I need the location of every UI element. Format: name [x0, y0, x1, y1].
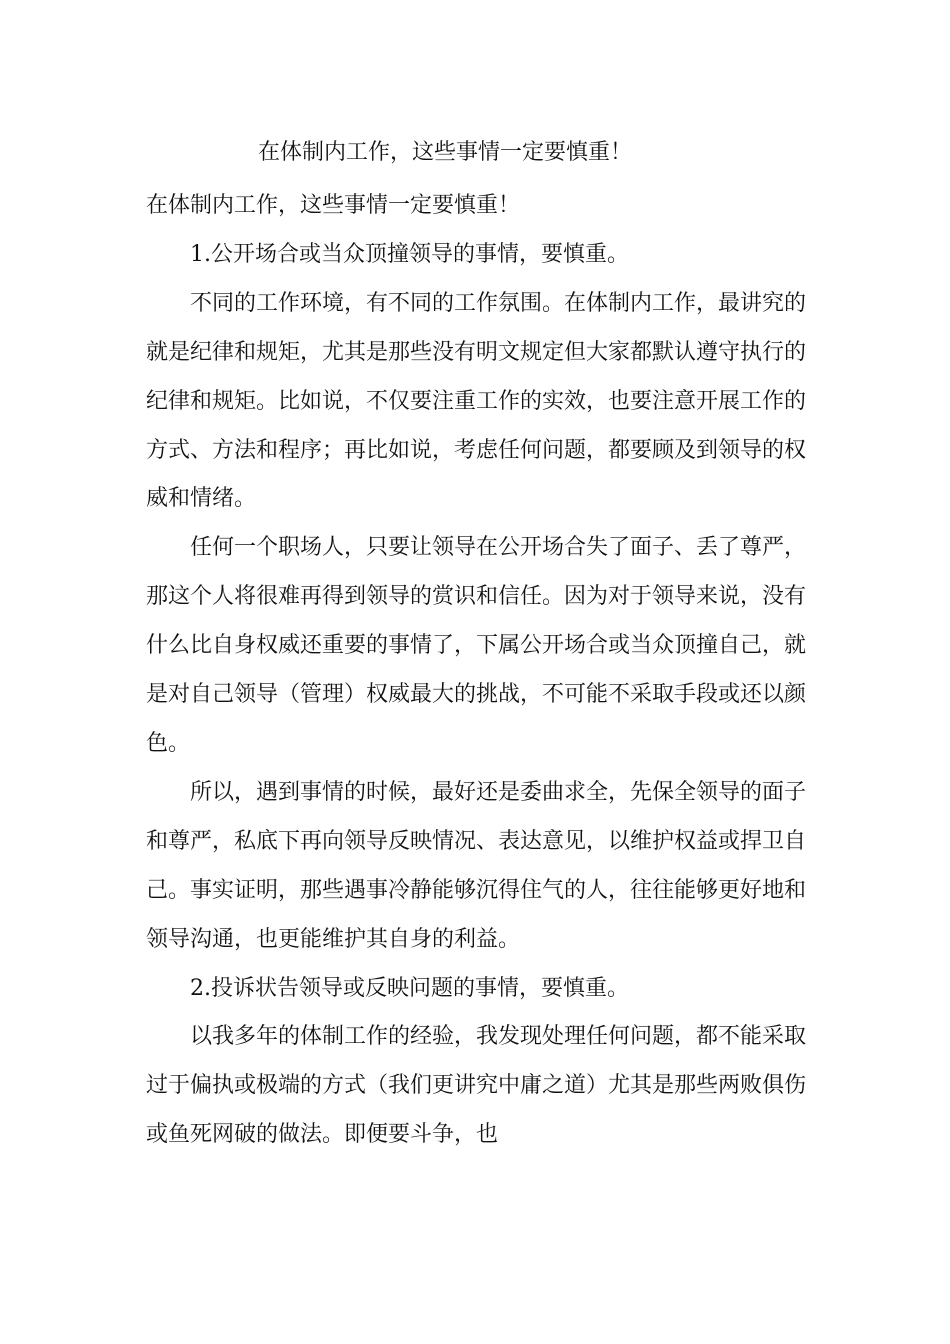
paragraph: 以我多年的体制工作的经验，我发现处理任何问题，都不能采取过于偏执或极端的方式（我们更讲究中庸之道）尤其是那些两败俱伤或鱼死网破的做法。即便要斗争，也 — [146, 1024, 807, 1148]
paragraph: 所以，遇到事情的时候，最好还是委曲求全，先保全领导的面子和尊严，私底下再向领导反映情况、表达意见，以维护权益或捍卫自己。事实证明，那些遇事冷静能够沉得住气的人，往往能够更好地和领导沟通，也更能维护其自身的利益。 — [146, 779, 807, 952]
section-heading-1: 1.公开场合或当众顶撞领导的事情，要慎重。 — [190, 241, 629, 267]
document-body — [146, 182, 806, 1160]
section-heading-2: 2.投诉状告领导或反映问题的事情，要慎重。 — [190, 975, 629, 1001]
document-title: 在体制内工作，这些事情一定要慎重！ — [258, 140, 633, 165]
paragraph: 不同的工作环境，有不同的工作氛围。在体制内工作，最讲究的就是纪律和规矩，尤其是那些没有明文规定但大家都默认遵守执行的纪律和规矩。比如说，不仅要注重工作的实效，也要注意开展工作的方式、方法和程序；再比如说，考虑任何问题，都要顾及到领导的权威和情绪。 — [146, 290, 807, 512]
paragraph: 任何一个职场人，只要让领导在公开场合失了面子、丢了尊严，那这个人将很难再得到领导的赏识和信任。因为对于领导来说，没有什么比自身权威还重要的事情了，下属公开场合或当众顶撞自己，就是对自己领导（管理）权威最大的挑战，不可能不采取手段或还以颜色。 — [146, 535, 807, 756]
paragraph-heading: 在体制内工作，这些事情一定要慎重！ — [146, 193, 521, 218]
